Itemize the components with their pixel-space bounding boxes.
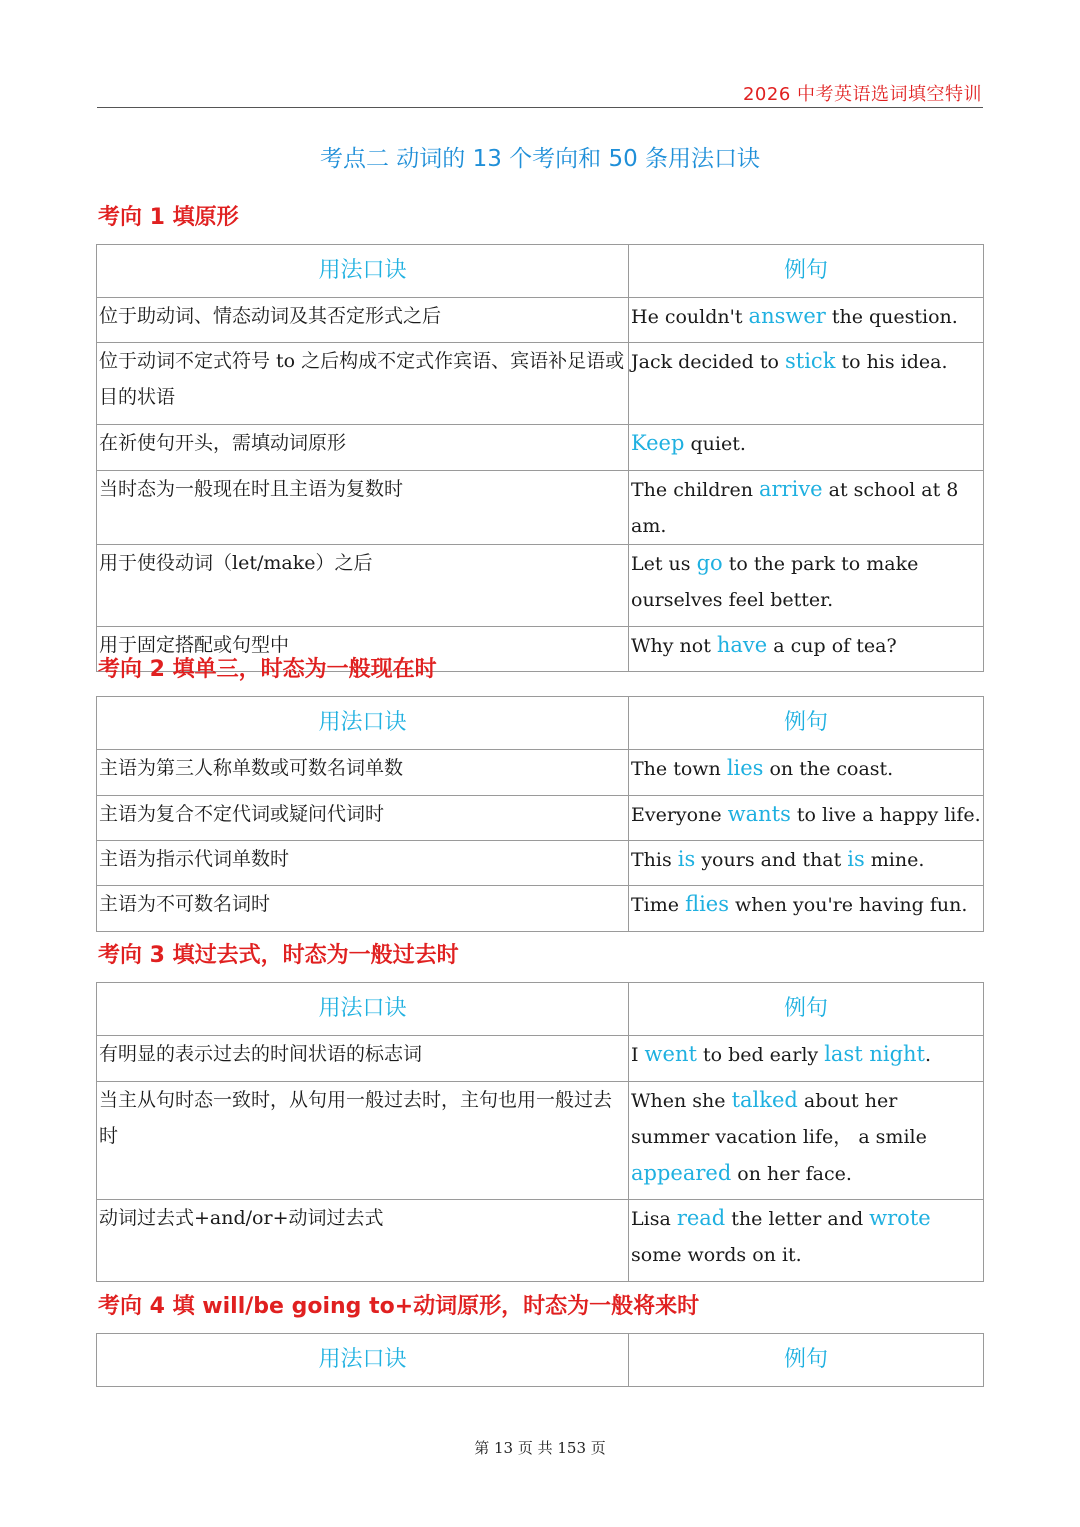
table-row bbox=[97, 750, 984, 796]
answer-word: have bbox=[716, 633, 768, 657]
answer-word: went bbox=[644, 1042, 697, 1066]
example-cell: The children arrive at school at 8 am. bbox=[629, 471, 984, 545]
section-heading-3: 考向 3 填过去式，时态为一般过去时 bbox=[98, 943, 459, 968]
answer-word: stick bbox=[785, 349, 836, 373]
section-heading-4: 考向 4 填 will/be going to+动词原形，时态为一般将来时 bbox=[98, 1294, 700, 1319]
rule-cell: 在祈使句开头，需填动词原形 bbox=[97, 425, 629, 471]
answer-word: is bbox=[677, 847, 696, 871]
table-header-row bbox=[97, 245, 984, 298]
example-column-header: 例句 bbox=[629, 245, 984, 298]
page-footer: 第 13 页 共 153 页 bbox=[474, 1439, 606, 1457]
example-cell: I went to bed early last night. bbox=[629, 1036, 984, 1082]
rule-cell: 主语为不可数名词时 bbox=[97, 886, 629, 932]
table-row bbox=[97, 471, 984, 545]
table-row bbox=[97, 298, 984, 343]
rule-cell: 位于动词不定式符号 to 之后构成不定式作宾语、宾语补足语或目的状语 bbox=[97, 343, 629, 425]
example-cell: Jack decided to stick to his idea. bbox=[629, 343, 984, 425]
section-heading-2: 考向 2 填单三，时态为一般现在时 bbox=[98, 657, 437, 682]
rule-cell: 当主从句时态一致时，从句用一般过去时，主句也用一般过去时 bbox=[97, 1082, 629, 1200]
rule-cell: 当时态为一般现在时且主语为复数时 bbox=[97, 471, 629, 545]
answer-word: is bbox=[847, 847, 865, 871]
table-row bbox=[97, 841, 984, 886]
answer-word: go bbox=[696, 551, 723, 575]
rule-cell: 用于使役动词（let/make）之后 bbox=[97, 545, 629, 627]
answer-word: Keep bbox=[631, 431, 685, 455]
rules-table-2 bbox=[96, 696, 984, 932]
answer-word: arrive bbox=[759, 477, 823, 501]
table-header-row bbox=[97, 697, 984, 750]
answer-word: wrote bbox=[869, 1206, 931, 1230]
table-header-row bbox=[97, 1334, 984, 1387]
example-cell: Why not have a cup of tea? bbox=[629, 627, 984, 672]
example-column-header: 例句 bbox=[629, 1334, 984, 1387]
example-cell: Everyone wants to live a happy life. bbox=[629, 796, 984, 841]
rule-cell: 主语为第三人称单数或可数名词单数 bbox=[97, 750, 629, 796]
header-title: 2026 中考英语选词填空特训 bbox=[742, 84, 982, 105]
table-row bbox=[97, 343, 984, 425]
section-title: 考点二 动词的 13 个考向和 50 条用法口诀 bbox=[319, 146, 761, 172]
rule-cell: 动词过去式+and/or+动词过去式 bbox=[97, 1200, 629, 1282]
answer-word: read bbox=[676, 1206, 726, 1230]
table-row bbox=[97, 1082, 984, 1200]
header-rule bbox=[97, 107, 983, 108]
rule-cell: 主语为指示代词单数时 bbox=[97, 841, 629, 886]
example-cell: He couldn't answer the question. bbox=[629, 298, 984, 343]
table-row bbox=[97, 545, 984, 627]
rule-column-header: 用法口诀 bbox=[97, 983, 629, 1036]
rule-column-header: 用法口诀 bbox=[97, 1334, 629, 1387]
rule-cell: 用于固定搭配或句型中 bbox=[97, 627, 629, 672]
example-column-header: 例句 bbox=[629, 697, 984, 750]
example-cell: When she talked about her summer vacation life， a smile appeared on her face. bbox=[629, 1082, 984, 1200]
table-row bbox=[97, 886, 984, 932]
example-cell: Time flies when you're having fun. bbox=[629, 886, 984, 932]
rules-table-1 bbox=[96, 244, 984, 672]
answer-word: wants bbox=[727, 802, 791, 826]
example-cell: Lisa read the letter and wrote some words on it. bbox=[629, 1200, 984, 1282]
example-cell: This is yours and that is mine. bbox=[629, 841, 984, 886]
rule-cell: 主语为复合不定代词或疑问代词时 bbox=[97, 796, 629, 841]
answer-word: lies bbox=[726, 756, 764, 780]
rule-column-header: 用法口诀 bbox=[97, 697, 629, 750]
rule-column-header: 用法口诀 bbox=[97, 245, 629, 298]
answer-word: appeared bbox=[631, 1161, 732, 1185]
table-row bbox=[97, 425, 984, 471]
answer-word: talked bbox=[731, 1088, 798, 1112]
answer-word: last night bbox=[824, 1042, 925, 1066]
rules-table-3 bbox=[96, 982, 984, 1282]
table-header-row bbox=[97, 983, 984, 1036]
example-column-header: 例句 bbox=[629, 983, 984, 1036]
example-cell: The town lies on the coast. bbox=[629, 750, 984, 796]
table-row bbox=[97, 1200, 984, 1282]
answer-word: answer bbox=[748, 304, 826, 328]
answer-word: flies bbox=[685, 892, 729, 916]
rule-cell: 有明显的表示过去的时间状语的标志词 bbox=[97, 1036, 629, 1082]
rules-table-4 bbox=[96, 1333, 984, 1387]
rule-cell: 位于助动词、情态动词及其否定形式之后 bbox=[97, 298, 629, 343]
example-cell: Keep quiet. bbox=[629, 425, 984, 471]
table-row bbox=[97, 796, 984, 841]
section-heading-1: 考向 1 填原形 bbox=[98, 205, 239, 230]
table-row bbox=[97, 1036, 984, 1082]
example-cell: Let us go to the park to make ourselves feel better. bbox=[629, 545, 984, 627]
